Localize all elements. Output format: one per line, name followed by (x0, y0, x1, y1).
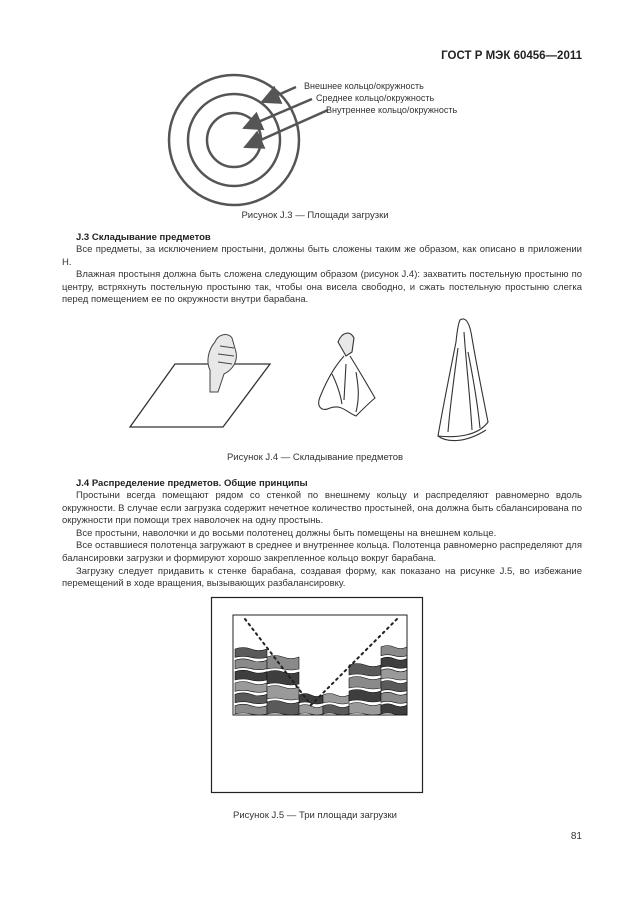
towel-band (349, 690, 381, 703)
flat-sheet-drawing (130, 364, 270, 427)
figure-j3-caption: Рисунок J.3 — Площади загрузки (241, 210, 389, 221)
label-inner-ring: Внутреннее кольцо/окружность (326, 105, 458, 115)
figure-j4-folding-illustration (120, 312, 520, 452)
towel-band (381, 681, 407, 692)
middle-ring (188, 94, 280, 186)
arrow-outer (262, 87, 296, 102)
label-outer-ring: Внешнее кольцо/окружность (304, 81, 424, 91)
towel-band (381, 669, 407, 680)
section-j4-paragraph: Загрузку следует придавить к стенке барабана, создавая форму, как показано на рисунке J.5, во избежание перемещений в ходе вращения, вызывающих разбалансировку. (62, 565, 582, 590)
section-j4-paragraph: Простыни всегда помещают рядом со стенкой по внешнему кольцу и распределяют равномерно вдоль окружности. В случае если загрузка содержит нечетное количество простыней, она должна быть сбалансирована по окружности при помощи трех наволочек на одну простынь. (62, 490, 582, 527)
towel-band (381, 692, 407, 703)
towel-band (235, 670, 267, 681)
towel-band (235, 682, 267, 693)
towel-stack (235, 646, 407, 716)
section-j3-paragraph: Все предметы, за исключением простыни, должны быть сложены таким же образом, как описано в приложении Н. (62, 244, 582, 268)
document-header: ГОСТ Р МЭК 60456—2011 (441, 50, 582, 62)
section-j4-paragraph: Все оставшиеся полотенца загружают в среднее и внутреннее кольца. Полотенца равномерно распределяют для балансировки загрузки и формируют хорошо закрепленное кольцо вокруг барабана. (62, 540, 582, 564)
towel-band (323, 705, 349, 716)
page-number: 81 (570, 831, 582, 842)
towel-band (349, 703, 381, 716)
figure-j5-load-areas (211, 597, 423, 793)
figure-j4-caption: Рисунок J.4 — Складывание предметов (226, 452, 404, 463)
twisted-sheet-drawing (438, 319, 488, 441)
towel-band (267, 701, 299, 716)
section-j3-paragraph: Влажная простыня должна быть сложена следующим образом (рисунок J.4): захватить постельную простыню по центру, встряхнуть постельную простыню так, чтобы она висела свободно, и сжать постельную простыню слегка перед помещением ее по окружности внутри барабана. (62, 269, 582, 306)
section-j3-body (62, 244, 582, 307)
section-j4-body (62, 490, 582, 591)
towel-band (235, 693, 267, 704)
towel-band (349, 677, 381, 690)
figure-j5-caption: Рисунок J.5 — Три площади загрузки (233, 810, 397, 821)
label-middle-ring: Среднее кольцо/окружность (316, 93, 435, 103)
hanging-sheet-drawing (319, 333, 375, 416)
hand-grab-drawing (208, 335, 236, 392)
towel-band (323, 694, 349, 705)
section-j3-title: J.3 Складывание предметов (76, 232, 211, 243)
towel-band (381, 704, 407, 715)
section-j4-title: J.4 Распределение предметов. Общие принципы (76, 478, 308, 489)
towel-band (235, 704, 267, 715)
towel-band (381, 657, 407, 668)
towel-band (235, 659, 267, 670)
section-j4-paragraph: Все простыни, наволочки и до восьми полотенец должны быть помещены на внешнем кольце. (76, 527, 497, 539)
inner-ring (207, 113, 261, 167)
towel-band (235, 648, 267, 659)
towel-band (349, 664, 381, 677)
towel-band (381, 646, 407, 657)
towel-band (267, 686, 299, 701)
